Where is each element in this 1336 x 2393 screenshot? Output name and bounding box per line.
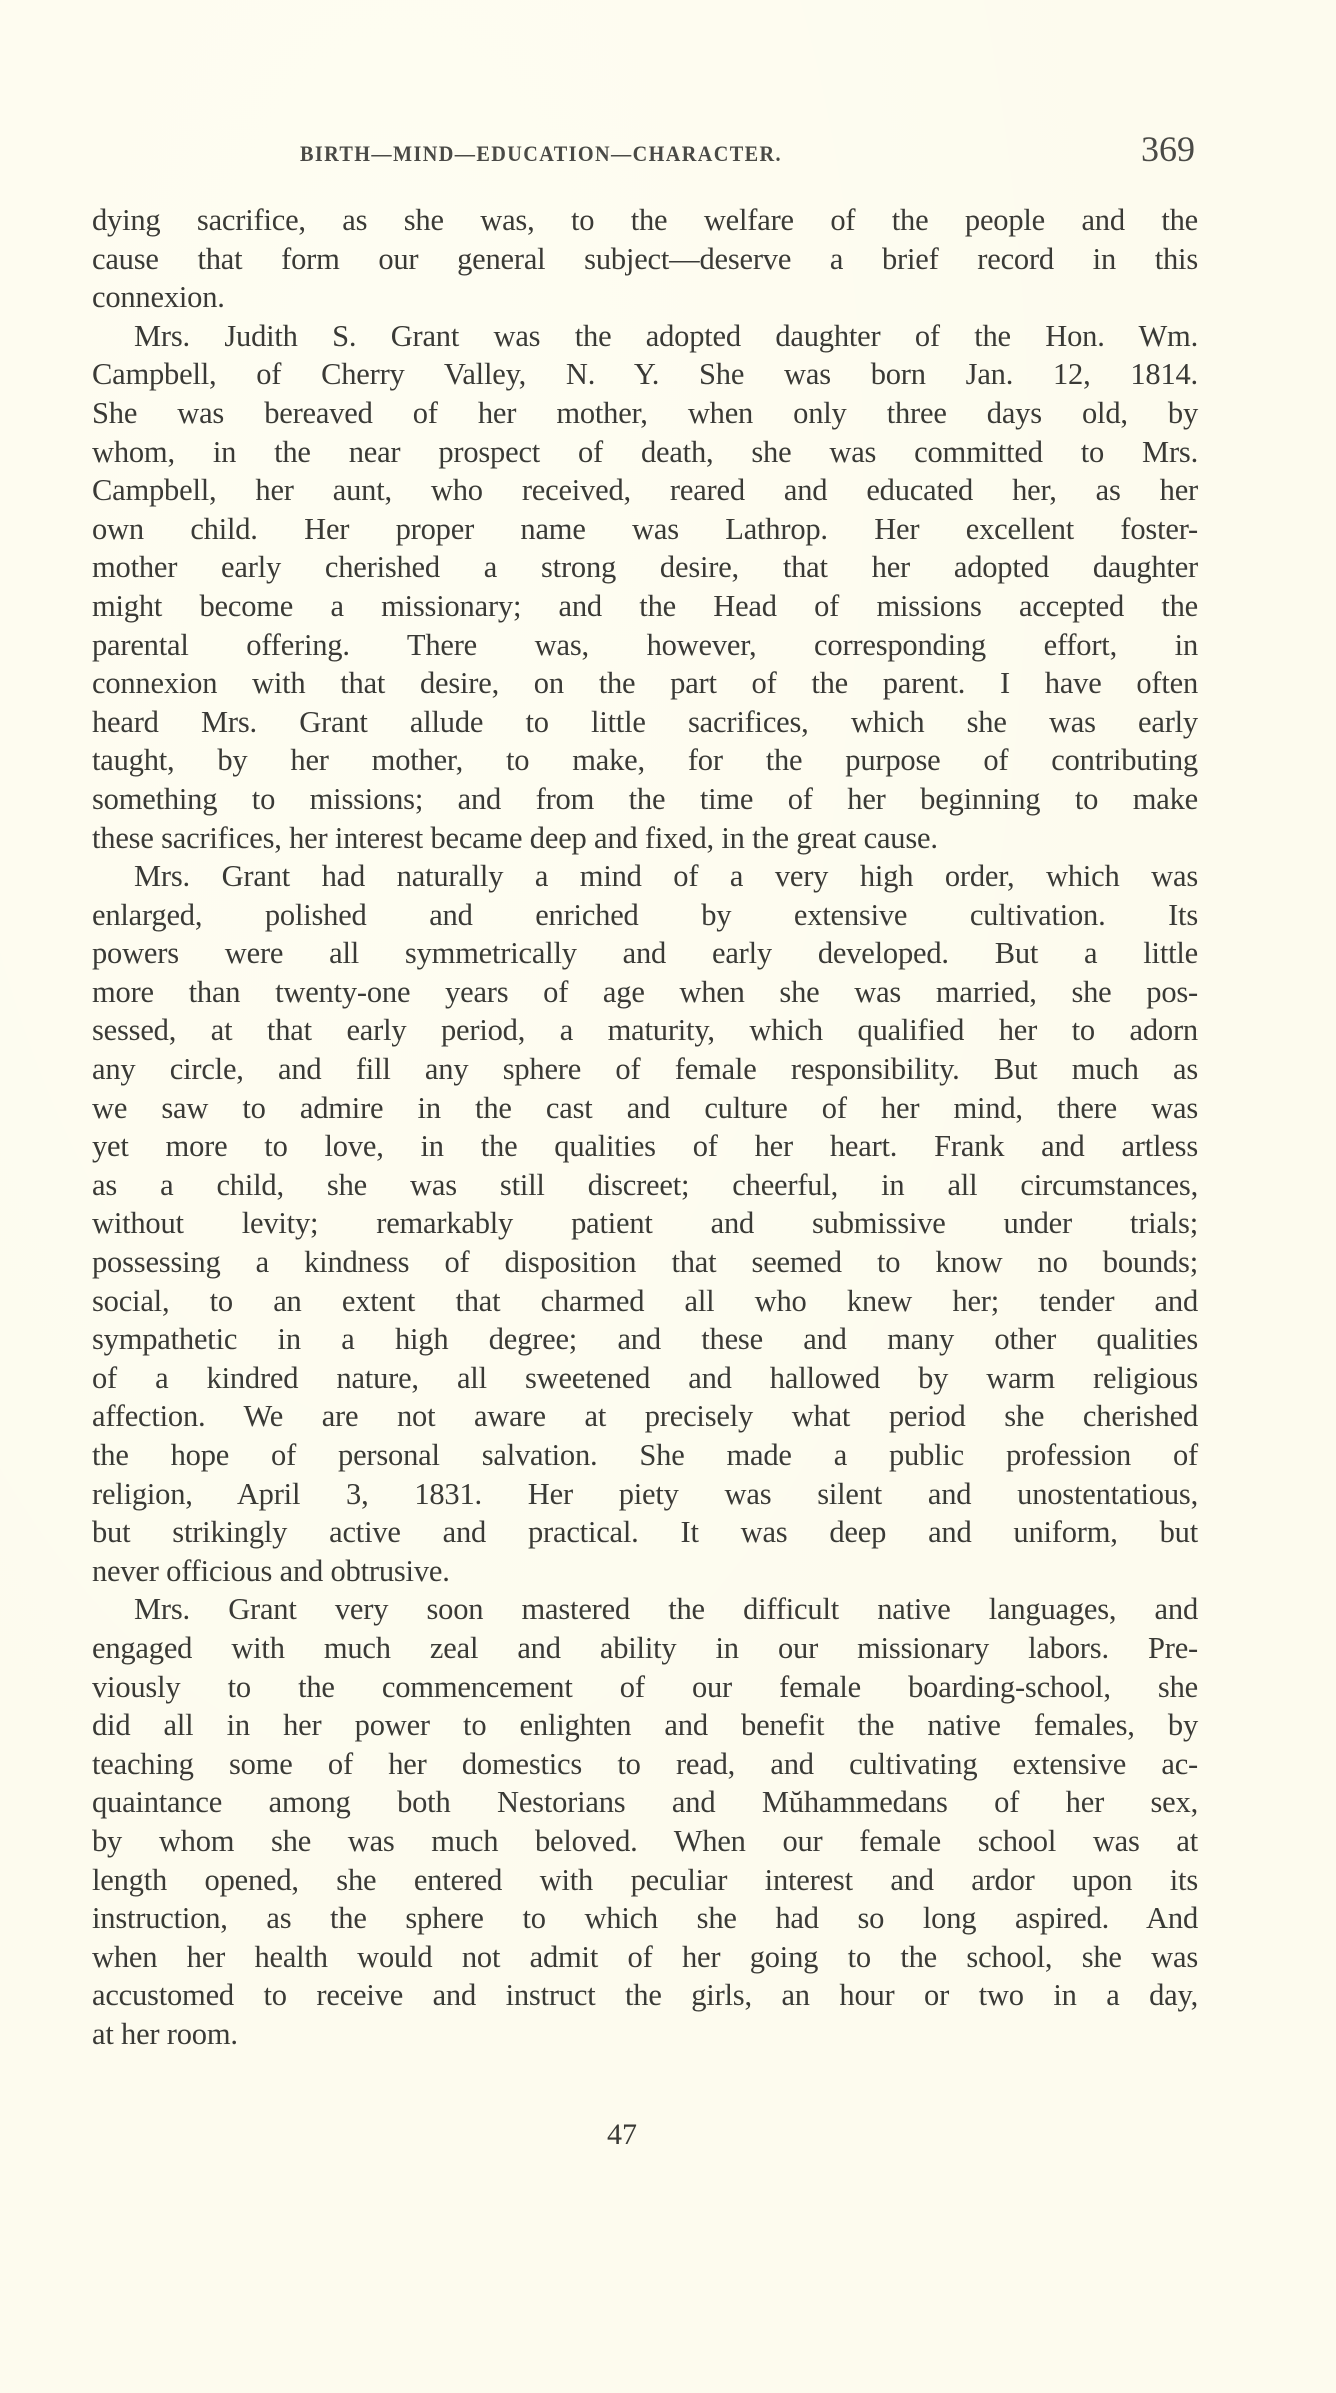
text-line: might become a missionary; and the Head of missions accepted the — [92, 588, 1198, 623]
text-line: quaintance among both Nestorians and Mŭhammedans of her sex, — [92, 1785, 1198, 1820]
text-line: affection. We are not aware at precisely what period she cherished — [92, 1399, 1198, 1434]
text-line: Campbell, her aunt, who received, reared and educated her, as her — [92, 473, 1198, 508]
text-line: Mrs. Grant very soon mastered the difficult native languages, and — [134, 1592, 1198, 1627]
text-line: accustomed to receive and instruct the girls, an hour or two in a day, — [92, 1978, 1198, 2013]
text-line: religion, April 3, 1831. Her piety was silent and unostentatious, — [92, 1476, 1198, 1511]
text-line: of a kindred nature, all sweetened and hallowed by warm religious — [92, 1360, 1198, 1395]
text-line: powers were all symmetrically and early developed. But a little — [92, 936, 1198, 971]
text-line: She was bereaved of her mother, when only three days old, by — [92, 395, 1198, 430]
text-line: cause that form our general subject—deserve a brief record in this — [92, 241, 1198, 276]
text-line: yet more to love, in the qualities of her heart. Frank and artless — [92, 1129, 1198, 1164]
text-line: social, to an extent that charmed all who knew her; tender and — [92, 1283, 1198, 1318]
paragraph — [92, 201, 1198, 317]
body-text — [92, 201, 1198, 2054]
text-line: but strikingly active and practical. It was deep and uniform, but — [92, 1515, 1198, 1550]
signature-number: 47 — [607, 2118, 637, 2151]
text-line: viously to the commencement of our female boarding-school, she — [92, 1669, 1198, 1704]
text-line: by whom she was much beloved. When our female school was at — [92, 1823, 1198, 1858]
text-line: mother early cherished a strong desire, that her adopted daughter — [92, 550, 1198, 585]
text-line: connexion with that desire, on the part of the parent. I have often — [92, 666, 1198, 701]
text-line: did all in her power to enlighten and benefit the native females, by — [92, 1708, 1198, 1743]
text-line: engaged with much zeal and ability in our missionary labors. Pre- — [92, 1630, 1198, 1665]
running-title: BIRTH—MIND—EDUCATION—CHARACTER. — [300, 141, 782, 166]
text-line: heard Mrs. Grant allude to little sacrifices, which she was early — [92, 704, 1198, 739]
text-line: without levity; remarkably patient and submissive under trials; — [92, 1206, 1198, 1241]
text-line: Mrs. Grant had naturally a mind of a very high order, which was — [134, 859, 1198, 894]
text-line: at her room. — [92, 2016, 238, 2051]
text-line: we saw to admire in the cast and culture of her mind, there was — [92, 1090, 1198, 1125]
text-line: never officious and obtrusive. — [92, 1553, 450, 1588]
text-line: sessed, at that early period, a maturity, which qualified her to adorn — [92, 1013, 1198, 1048]
text-line: as a child, she was still discreet; cheerful, in all circumstances, — [92, 1167, 1198, 1202]
text-line: dying sacrifice, as she was, to the welfare of the people and the — [92, 203, 1198, 237]
text-line: own child. Her proper name was Lathrop. Her excellent foster- — [92, 511, 1198, 546]
text-line: when her health would not admit of her going to the school, she was — [92, 1939, 1198, 1974]
text-line: any circle, and fill any sphere of female responsibility. But much as — [92, 1052, 1198, 1087]
text-line: length opened, she entered with peculiar interest and ardor upon its — [92, 1862, 1198, 1897]
text-line: enlarged, polished and enriched by extensive cultivation. Its — [92, 897, 1198, 932]
text-line: sympathetic in a high degree; and these and many other qualities — [92, 1322, 1198, 1357]
text-line: parental offering. There was, however, corresponding effort, in — [92, 627, 1198, 662]
paragraph — [92, 857, 1198, 1590]
text-line: more than twenty-one years of age when she was married, she pos- — [92, 974, 1198, 1009]
paragraph — [92, 317, 1198, 857]
text-line: instruction, as the sphere to which she had so long aspired. And — [92, 1901, 1198, 1936]
text-line: whom, in the near prospect of death, she was committed to Mrs. — [92, 434, 1198, 469]
text-line: these sacrifices, her interest became deep and fixed, in the great cause. — [92, 820, 938, 855]
text-line: taught, by her mother, to make, for the purpose of contributing — [92, 743, 1198, 778]
text-line: something to missions; and from the time of her beginning to make — [92, 781, 1198, 816]
text-line: Campbell, of Cherry Valley, N. Y. She was born Jan. 12, 1814. — [92, 357, 1198, 392]
text-line: possessing a kindness of disposition that seemed to know no bounds; — [92, 1245, 1198, 1280]
page-number: 369 — [1141, 129, 1195, 169]
text-line: connexion. — [92, 280, 225, 315]
text-line: Mrs. Judith S. Grant was the adopted daughter of the Hon. Wm. — [134, 318, 1198, 353]
text-line: the hope of personal salvation. She made a public profession of — [92, 1438, 1198, 1472]
text-line: teaching some of her domestics to read, and cultivating extensive ac- — [92, 1746, 1198, 1781]
running-header — [300, 128, 1195, 178]
signature-mark — [0, 2118, 1336, 2152]
paragraph — [92, 1590, 1198, 2053]
